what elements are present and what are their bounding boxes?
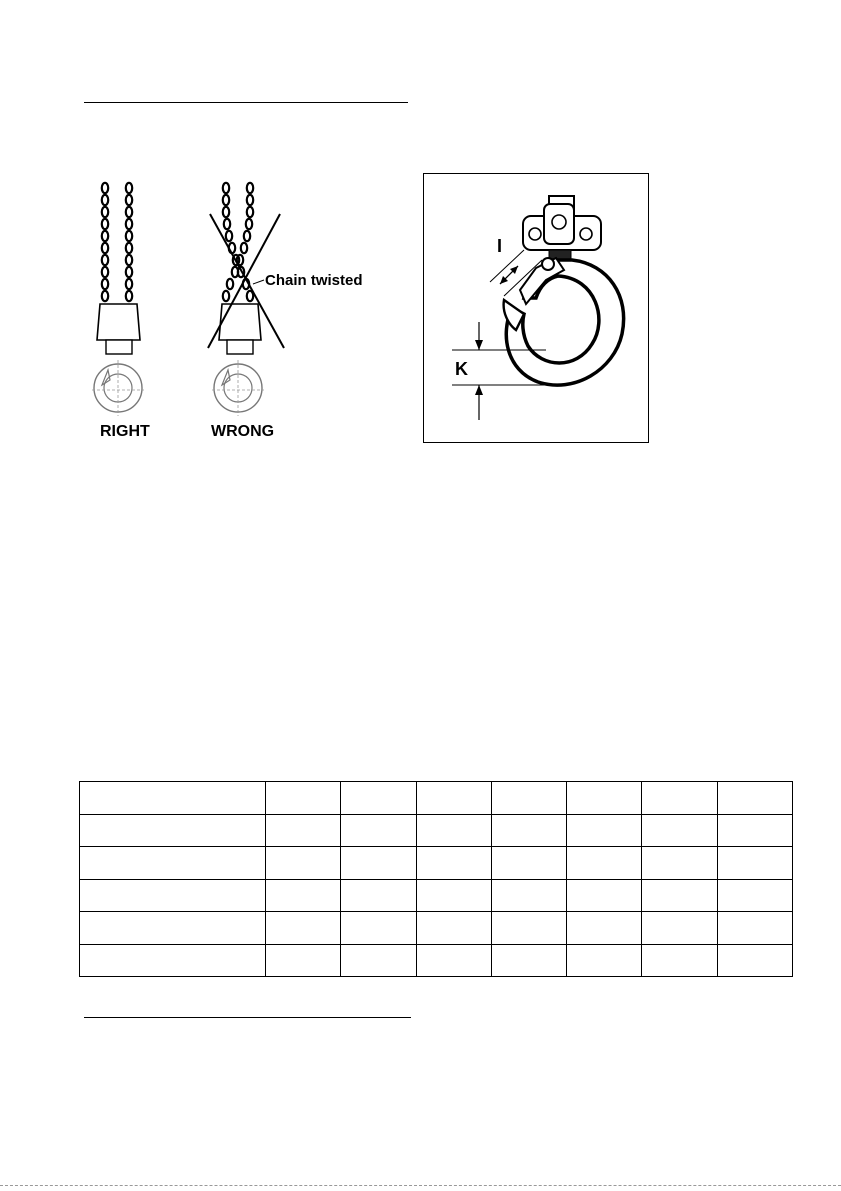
table-cell: [266, 814, 341, 847]
table-row-header: [80, 782, 266, 815]
table-cell: [341, 814, 416, 847]
page-bottom-edge: [0, 1185, 841, 1186]
table-cell: [416, 782, 491, 815]
chain-twisted-label: Chain twisted: [265, 272, 363, 289]
table-cell: [341, 782, 416, 815]
table-cell: [567, 912, 642, 945]
table-cell: [567, 847, 642, 880]
table-cell: [341, 912, 416, 945]
table-cell: [642, 944, 717, 977]
table-cell: [642, 782, 717, 815]
table-cell: [567, 782, 642, 815]
table-cell: [491, 912, 566, 945]
section-heading-underline: [84, 102, 408, 103]
hook-dimension-table: [79, 781, 793, 977]
table-row: [80, 782, 793, 815]
table-cell: [717, 814, 792, 847]
table-row-header: [80, 814, 266, 847]
table-cell: [717, 879, 792, 912]
chain-orientation-illustration: [80, 180, 390, 450]
table-row: [80, 912, 793, 945]
hook-dimension-figure: [423, 173, 649, 443]
table-row: [80, 944, 793, 977]
table-cell: [642, 879, 717, 912]
table-cell: [491, 782, 566, 815]
table-cell: [491, 814, 566, 847]
table-cell: [717, 912, 792, 945]
right-chain-left: [102, 183, 108, 301]
table-row: [80, 847, 793, 880]
right-label: RIGHT: [100, 423, 150, 440]
hook-illustration: [424, 174, 650, 444]
table-cell: [491, 847, 566, 880]
dimension-i-label: I: [497, 236, 503, 256]
wrong-label: WRONG: [211, 423, 275, 440]
table-cell: [266, 847, 341, 880]
table-cell: [341, 879, 416, 912]
table-cell: [266, 879, 341, 912]
table-cell: [416, 847, 491, 880]
table-cell: [491, 944, 566, 977]
table-cell: [266, 944, 341, 977]
table-cell: [416, 912, 491, 945]
table-cell: [567, 944, 642, 977]
dimension-k-label: K: [455, 359, 468, 379]
table-cell: [642, 847, 717, 880]
table-cell: [717, 782, 792, 815]
table-cell: [567, 879, 642, 912]
table-cell: [416, 879, 491, 912]
table-row-header: [80, 847, 266, 880]
table-cell: [341, 847, 416, 880]
table-cell: [266, 912, 341, 945]
table-row-header: [80, 879, 266, 912]
chain-orientation-figure: [80, 180, 390, 450]
table-cell: [717, 847, 792, 880]
table-row: [80, 879, 793, 912]
table-row: [80, 814, 793, 847]
section-heading-underline-2: [84, 1017, 411, 1018]
table-row-header: [80, 912, 266, 945]
table-cell: [416, 814, 491, 847]
table-cell: [717, 944, 792, 977]
table-cell: [491, 879, 566, 912]
table-cell: [341, 944, 416, 977]
table-cell: [567, 814, 642, 847]
right-chain-right: [126, 183, 132, 301]
table-cell: [416, 944, 491, 977]
table-row-header: [80, 944, 266, 977]
table-cell: [642, 912, 717, 945]
table-cell: [266, 782, 341, 815]
table-cell: [642, 814, 717, 847]
